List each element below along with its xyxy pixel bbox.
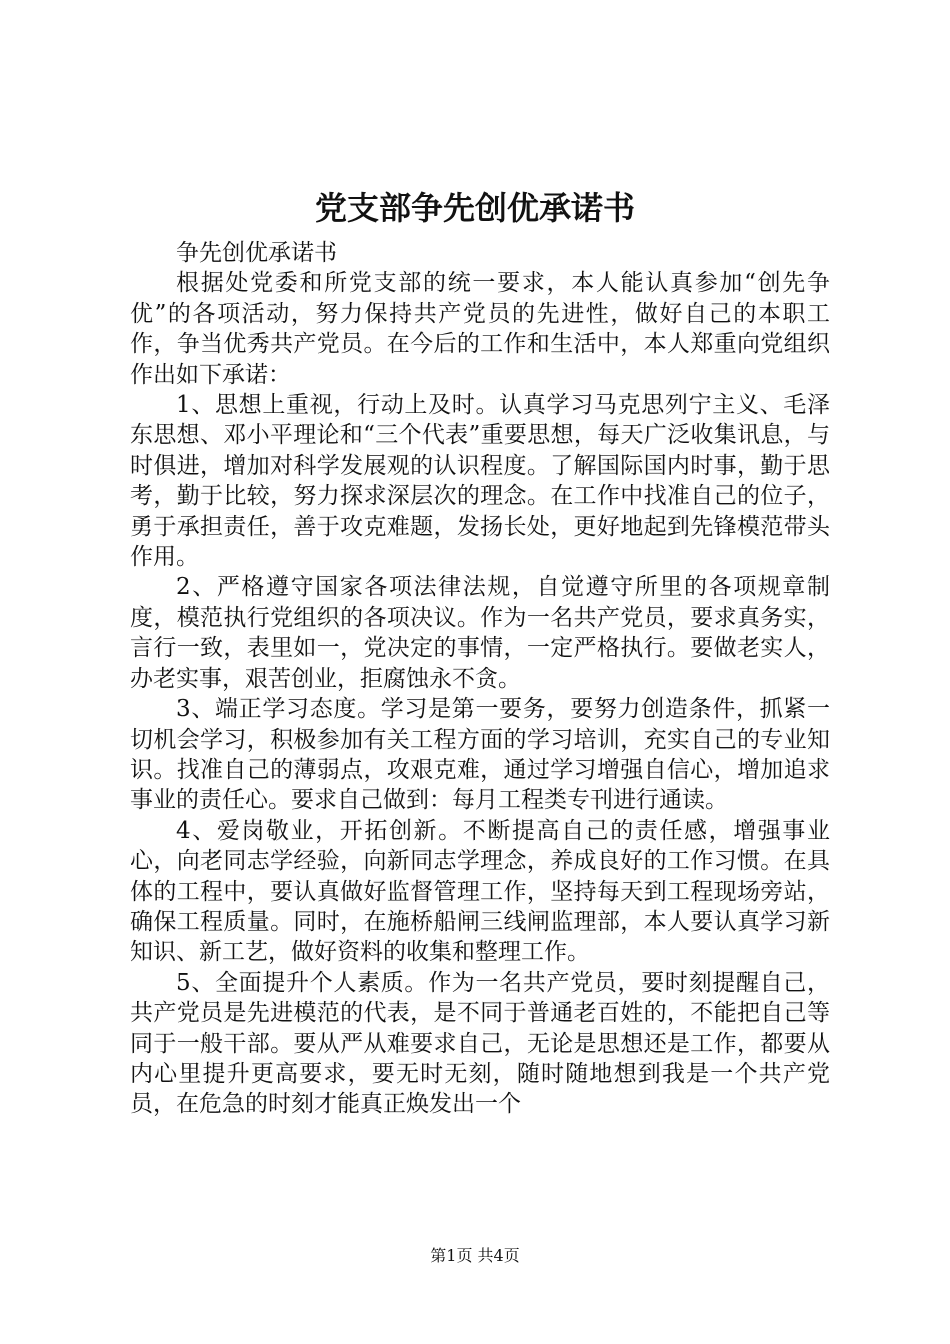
document-body [130, 238, 830, 1120]
paragraph-item-3: 3、端正学习态度。学习是第一要务，要努力创造条件，抓紧一切机会学习，积极参加有关工程方面的学习培训，充实自己的专业知识。找准自己的薄弱点，攻艰克难，通过学习增强自信心，增加追求事业的责任心。要求自己做到：每月工程类专刊进行通读。 [130, 696, 830, 814]
paragraph-item-2: 2、严格遵守国家各项法律法规，自觉遵守所里的各项规章制度，模范执行党组织的各项决议。作为一名共产党员，要求真务实，言行一致，表里如一，党决定的事情，一定严格执行。要做老实人，办老实事，艰苦创业，拒腐蚀永不贪。 [130, 574, 830, 692]
paragraph-item-4: 4、爱岗敬业，开拓创新。不断提高自己的责任感，增强事业心，向老同志学经验，向新同志学理念，养成良好的工作习惯。在具体的工程中，要认真做好监督管理工作，坚持每天到工程现场旁站，确保工程质量。同时，在施桥船闸三线闸监理部，本人要认真学习新知识、新工艺，做好资料的收集和整理工作。 [130, 817, 830, 966]
paragraph-item-1: 1、思想上重视，行动上及时。认真学习马克思列宁主义、毛泽东思想、邓小平理论和“三个代表”重要思想，每天广泛收集讯息，与时俱进，增加对科学发展观的认识程度。了解国际国内时事，勤于思考，勤于比较，努力探求深层次的理念。在工作中找准自己的位子，勇于承担责任，善于攻克难题，发扬长处，更好地起到先锋模范带头作用。 [130, 392, 830, 571]
paragraph-item-5: 5、全面提升个人素质。作为一名共产党员，要时刻提醒自己，共产党员是先进模范的代表，是不同于普通老百姓的，不能把自己等同于一般干部。要从严从难要求自己，无论是思想还是工作，都要从内心里提升更高要求，要无时无刻，随时随地想到我是一个共产党员，在危急的时刻才能真正焕发出一个 [130, 969, 830, 1118]
page-number-footer: 第1页 共4页 [430, 1246, 520, 1265]
paragraph-heading: 争先创优承诺书 [176, 240, 337, 266]
paragraph-intro: 根据处党委和所党支部的统一要求，本人能认真参加“创先争优”的各项活动，努力保持共产党员的先进性，做好自己的本职工作，争当优秀共产党员。在今后的工作和生活中，本人郑重向党组织作出如下承诺： [130, 270, 830, 388]
document-title: 党支部争先创优承诺书 [314, 189, 635, 227]
